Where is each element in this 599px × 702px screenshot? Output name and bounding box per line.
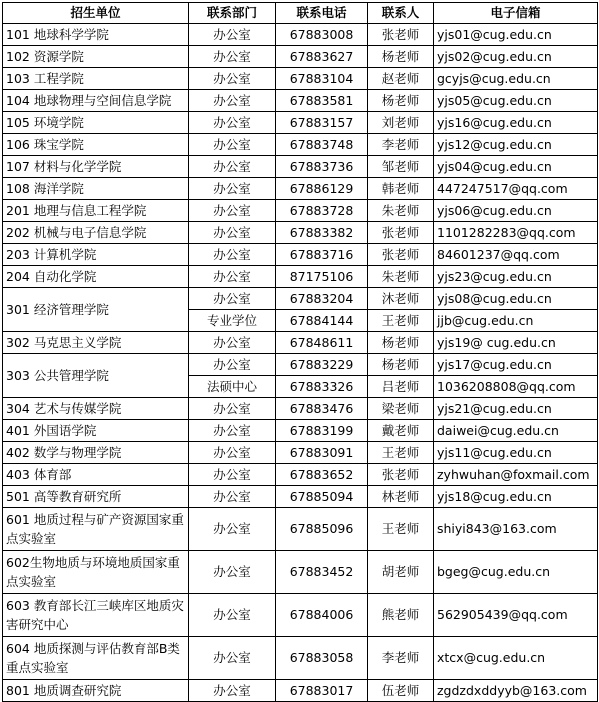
unit-cell: 801 地质调查研究院 bbox=[3, 680, 189, 702]
table-row bbox=[3, 156, 598, 178]
person-cell: 沐老师 bbox=[368, 288, 434, 310]
table-row bbox=[3, 24, 598, 46]
phone-cell: 67883652 bbox=[276, 464, 368, 486]
person-cell: 韩老师 bbox=[368, 178, 434, 200]
phone-cell: 67886129 bbox=[276, 178, 368, 200]
phone-cell: 67883728 bbox=[276, 200, 368, 222]
person-cell: 伍老师 bbox=[368, 680, 434, 702]
unit-cell: 304 艺术与传媒学院 bbox=[3, 398, 189, 420]
email-cell[interactable]: yjs05@cug.edu.cn bbox=[434, 90, 598, 112]
table-row bbox=[3, 112, 598, 134]
person-cell: 王老师 bbox=[368, 442, 434, 464]
email-cell[interactable]: 1101282283@qq.com bbox=[434, 222, 598, 244]
phone-cell: 67883382 bbox=[276, 222, 368, 244]
dept-cell: 办公室 bbox=[189, 637, 276, 680]
email-cell[interactable]: yjs11@cug.edu.cn bbox=[434, 442, 598, 464]
dept-cell: 办公室 bbox=[189, 486, 276, 508]
person-cell: 张老师 bbox=[368, 222, 434, 244]
email-cell[interactable]: yjs19@ cug.edu.cn bbox=[434, 332, 598, 354]
person-cell: 王老师 bbox=[368, 508, 434, 551]
email-cell[interactable]: bgeg@cug.edu.cn bbox=[434, 551, 598, 594]
unit-cell: 106 珠宝学院 bbox=[3, 134, 189, 156]
person-cell: 杨老师 bbox=[368, 354, 434, 376]
email-cell[interactable]: 84601237@qq.com bbox=[434, 244, 598, 266]
phone-cell: 67883091 bbox=[276, 442, 368, 464]
table-row bbox=[3, 680, 598, 702]
person-cell: 戴老师 bbox=[368, 420, 434, 442]
unit-cell: 301 经济管理学院 bbox=[3, 288, 189, 332]
email-cell[interactable]: yjs08@cug.edu.cn bbox=[434, 288, 598, 310]
dept-cell: 办公室 bbox=[189, 112, 276, 134]
dept-cell: 办公室 bbox=[189, 68, 276, 90]
person-cell: 赵老师 bbox=[368, 68, 434, 90]
unit-cell: 101 地球科学学院 bbox=[3, 24, 189, 46]
unit-cell: 601 地质过程与矿产资源国家重点实验室 bbox=[3, 508, 189, 551]
phone-cell: 67883199 bbox=[276, 420, 368, 442]
table-row bbox=[3, 508, 598, 551]
table-row bbox=[3, 178, 598, 200]
phone-cell: 67883627 bbox=[276, 46, 368, 68]
email-cell[interactable]: daiwei@cug.edu.cn bbox=[434, 420, 598, 442]
email-cell[interactable]: yjs04@cug.edu.cn bbox=[434, 156, 598, 178]
dept-cell: 办公室 bbox=[189, 178, 276, 200]
phone-cell: 67883736 bbox=[276, 156, 368, 178]
phone-cell: 67885096 bbox=[276, 508, 368, 551]
dept-cell: 专业学位 bbox=[189, 310, 276, 332]
email-cell[interactable]: xtcx@cug.edu.cn bbox=[434, 637, 598, 680]
email-cell[interactable]: 562905439@qq.com bbox=[434, 594, 598, 637]
table-row bbox=[3, 594, 598, 637]
contact-table-container bbox=[2, 2, 598, 702]
person-cell: 邹老师 bbox=[368, 156, 434, 178]
dept-cell: 办公室 bbox=[189, 332, 276, 354]
header-email: 电子信箱 bbox=[434, 3, 598, 24]
person-cell: 朱老师 bbox=[368, 200, 434, 222]
dept-cell: 办公室 bbox=[189, 24, 276, 46]
email-cell[interactable]: 1036208808@qq.com bbox=[434, 376, 598, 398]
person-cell: 吕老师 bbox=[368, 376, 434, 398]
table-row bbox=[3, 244, 598, 266]
person-cell: 林老师 bbox=[368, 486, 434, 508]
table-body bbox=[3, 24, 598, 702]
unit-cell: 102 资源学院 bbox=[3, 46, 189, 68]
unit-cell: 604 地质探测与评估教育部B类重点实验室 bbox=[3, 637, 189, 680]
dept-cell: 办公室 bbox=[189, 244, 276, 266]
table-row bbox=[3, 288, 598, 310]
unit-cell: 105 环境学院 bbox=[3, 112, 189, 134]
person-cell: 梁老师 bbox=[368, 398, 434, 420]
phone-cell: 67883204 bbox=[276, 288, 368, 310]
person-cell: 李老师 bbox=[368, 637, 434, 680]
unit-cell: 302 马克思主义学院 bbox=[3, 332, 189, 354]
email-cell[interactable]: zyhwuhan@foxmail.com bbox=[434, 464, 598, 486]
person-cell: 张老师 bbox=[368, 464, 434, 486]
table-row bbox=[3, 68, 598, 90]
phone-cell: 67883058 bbox=[276, 637, 368, 680]
unit-cell: 204 自动化学院 bbox=[3, 266, 189, 288]
dept-cell: 办公室 bbox=[189, 288, 276, 310]
phone-cell: 67883326 bbox=[276, 376, 368, 398]
table-row bbox=[3, 266, 598, 288]
email-cell[interactable]: yjs01@cug.edu.cn bbox=[434, 24, 598, 46]
table-row bbox=[3, 46, 598, 68]
table-row bbox=[3, 90, 598, 112]
unit-cell: 108 海洋学院 bbox=[3, 178, 189, 200]
phone-cell: 67883229 bbox=[276, 354, 368, 376]
email-cell[interactable]: yjs17@cug.edu.cn bbox=[434, 354, 598, 376]
email-cell[interactable]: shiyi843@163.com bbox=[434, 508, 598, 551]
table-row bbox=[3, 551, 598, 594]
unit-cell: 202 机械与电子信息学院 bbox=[3, 222, 189, 244]
table-row bbox=[3, 332, 598, 354]
phone-cell: 67884006 bbox=[276, 594, 368, 637]
table-row bbox=[3, 398, 598, 420]
table-row bbox=[3, 134, 598, 156]
phone-cell: 67883581 bbox=[276, 90, 368, 112]
email-cell[interactable]: gcyjs@cug.edu.cn bbox=[434, 68, 598, 90]
header-phone: 联系电话 bbox=[276, 3, 368, 24]
email-cell[interactable]: yjs21@cug.edu.cn bbox=[434, 398, 598, 420]
phone-cell: 67883008 bbox=[276, 24, 368, 46]
dept-cell: 办公室 bbox=[189, 266, 276, 288]
phone-cell: 67848611 bbox=[276, 332, 368, 354]
email-cell[interactable]: yjs18@cug.edu.cn bbox=[434, 486, 598, 508]
phone-cell: 67885094 bbox=[276, 486, 368, 508]
phone-cell: 67883476 bbox=[276, 398, 368, 420]
email-cell[interactable]: yjs06@cug.edu.cn bbox=[434, 200, 598, 222]
unit-cell: 201 地理与信息工程学院 bbox=[3, 200, 189, 222]
unit-cell: 203 计算机学院 bbox=[3, 244, 189, 266]
email-cell[interactable]: yjs16@cug.edu.cn bbox=[434, 112, 598, 134]
dept-cell: 办公室 bbox=[189, 46, 276, 68]
email-cell[interactable]: 447247517@qq.com bbox=[434, 178, 598, 200]
unit-cell: 103 工程学院 bbox=[3, 68, 189, 90]
dept-cell: 办公室 bbox=[189, 90, 276, 112]
phone-cell: 67883716 bbox=[276, 244, 368, 266]
dept-cell: 办公室 bbox=[189, 680, 276, 702]
dept-cell: 办公室 bbox=[189, 156, 276, 178]
unit-cell: 603 教育部长江三峡库区地质灾害研究中心 bbox=[3, 594, 189, 637]
email-cell[interactable]: yjs23@cug.edu.cn bbox=[434, 266, 598, 288]
phone-cell: 67883157 bbox=[276, 112, 368, 134]
dept-cell: 办公室 bbox=[189, 354, 276, 376]
dept-cell: 办公室 bbox=[189, 442, 276, 464]
header-unit: 招生单位 bbox=[3, 3, 189, 24]
person-cell: 杨老师 bbox=[368, 90, 434, 112]
table-row bbox=[3, 200, 598, 222]
person-cell: 杨老师 bbox=[368, 332, 434, 354]
dept-cell: 办公室 bbox=[189, 551, 276, 594]
phone-cell: 67883017 bbox=[276, 680, 368, 702]
dept-cell: 办公室 bbox=[189, 420, 276, 442]
table-header-row bbox=[3, 3, 598, 24]
person-cell: 张老师 bbox=[368, 24, 434, 46]
unit-cell: 104 地球物理与空间信息学院 bbox=[3, 90, 189, 112]
header-person: 联系人 bbox=[368, 3, 434, 24]
dept-cell: 办公室 bbox=[189, 398, 276, 420]
contact-table bbox=[2, 2, 598, 702]
unit-cell: 303 公共管理学院 bbox=[3, 354, 189, 398]
email-cell[interactable]: jjb@cug.edu.cn bbox=[434, 310, 598, 332]
table-row bbox=[3, 637, 598, 680]
phone-cell: 67883104 bbox=[276, 68, 368, 90]
person-cell: 胡老师 bbox=[368, 551, 434, 594]
unit-cell: 602生物地质与环境地质国家重点实验室 bbox=[3, 551, 189, 594]
person-cell: 杨老师 bbox=[368, 46, 434, 68]
table-row bbox=[3, 486, 598, 508]
dept-cell: 办公室 bbox=[189, 134, 276, 156]
person-cell: 李老师 bbox=[368, 134, 434, 156]
person-cell: 王老师 bbox=[368, 310, 434, 332]
dept-cell: 办公室 bbox=[189, 594, 276, 637]
email-cell[interactable]: yjs02@cug.edu.cn bbox=[434, 46, 598, 68]
email-cell[interactable]: zgdzdxddyyb@163.com bbox=[434, 680, 598, 702]
table-row bbox=[3, 464, 598, 486]
header-dept: 联系部门 bbox=[189, 3, 276, 24]
table-row bbox=[3, 354, 598, 376]
email-cell[interactable]: yjs12@cug.edu.cn bbox=[434, 134, 598, 156]
table-row bbox=[3, 442, 598, 464]
unit-cell: 501 高等教育研究所 bbox=[3, 486, 189, 508]
dept-cell: 办公室 bbox=[189, 222, 276, 244]
unit-cell: 403 体育部 bbox=[3, 464, 189, 486]
dept-cell: 法硕中心 bbox=[189, 376, 276, 398]
phone-cell: 87175106 bbox=[276, 266, 368, 288]
dept-cell: 办公室 bbox=[189, 508, 276, 551]
table-row bbox=[3, 420, 598, 442]
person-cell: 朱老师 bbox=[368, 266, 434, 288]
dept-cell: 办公室 bbox=[189, 200, 276, 222]
phone-cell: 67883452 bbox=[276, 551, 368, 594]
unit-cell: 402 数学与物理学院 bbox=[3, 442, 189, 464]
person-cell: 熊老师 bbox=[368, 594, 434, 637]
phone-cell: 67883748 bbox=[276, 134, 368, 156]
person-cell: 刘老师 bbox=[368, 112, 434, 134]
person-cell: 张老师 bbox=[368, 244, 434, 266]
unit-cell: 107 材料与化学学院 bbox=[3, 156, 189, 178]
unit-cell: 401 外国语学院 bbox=[3, 420, 189, 442]
phone-cell: 67884144 bbox=[276, 310, 368, 332]
dept-cell: 办公室 bbox=[189, 464, 276, 486]
table-row bbox=[3, 222, 598, 244]
